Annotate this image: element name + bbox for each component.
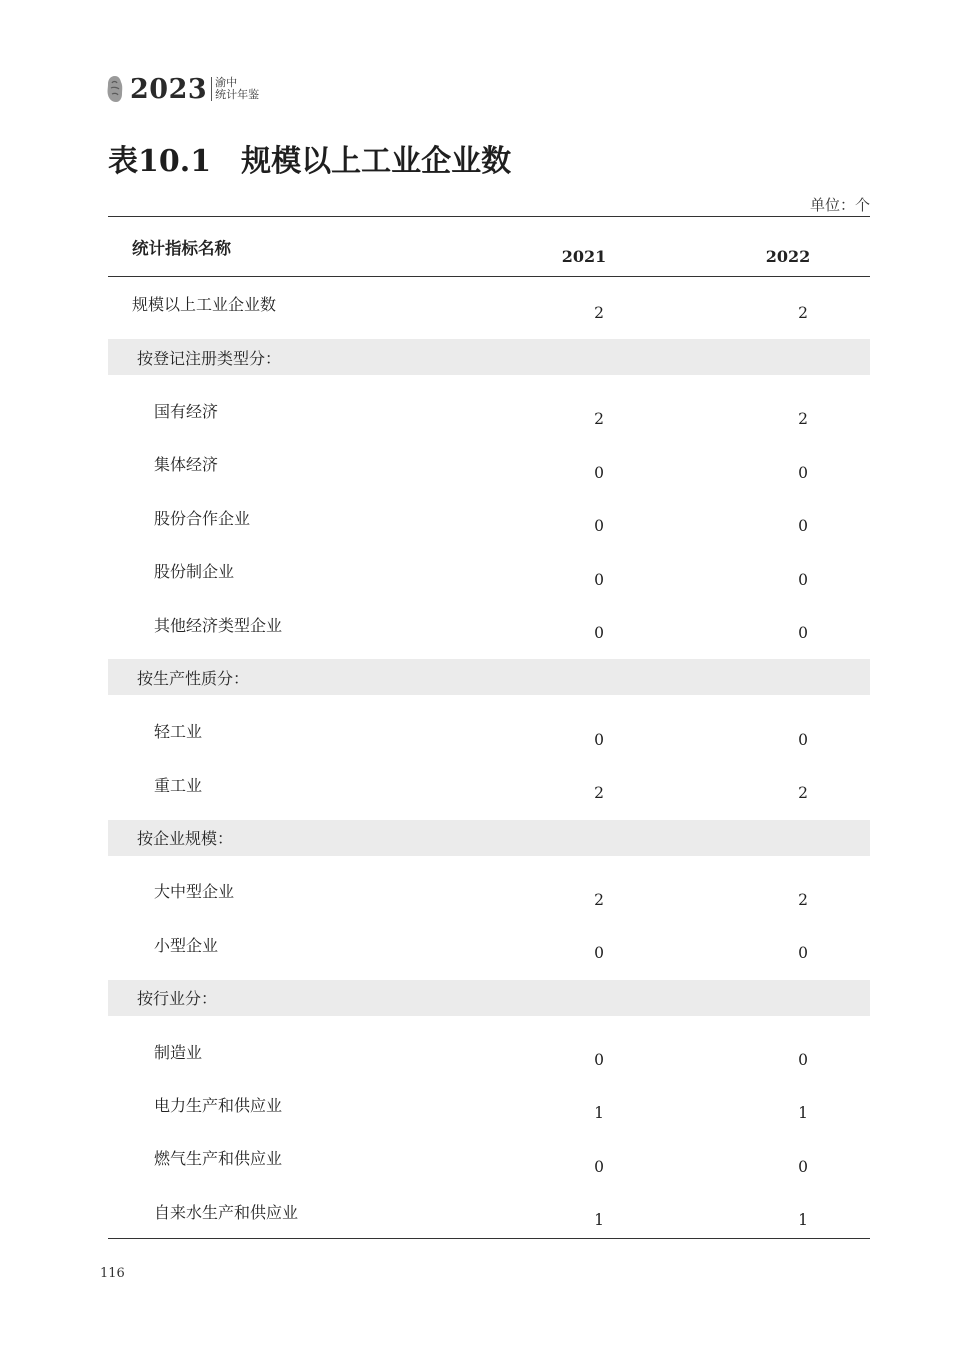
row-label: 规模以上工业企业数 [132,295,277,315]
row-label: 制造业 [154,1042,203,1062]
group-header-row [108,659,870,695]
row-label: 其他经济类型企业 [154,615,283,635]
table-row: 燃气生产和供应业 0 0 [108,1131,870,1184]
yearbook-subtitle [211,77,259,101]
page-number: 116 [100,1266,125,1281]
row-label: 重工业 [154,775,203,795]
row-label: 国有经济 [154,401,219,421]
row-label: 大中型企业 [154,882,235,902]
row-label: 按登记注册类型分： [137,348,282,368]
row-label: 股份合作企业 [154,508,251,528]
table-row: 股份制企业 0 0 [108,544,870,597]
table-row: 集体经济 0 0 [108,437,870,490]
table-title-text: 规模以上工业企业数 [241,144,512,179]
table-number: 表10.1 [108,144,212,179]
statistics-table [108,216,870,1239]
table-title [108,136,511,180]
row-label: 按行业分： [137,989,218,1009]
table-row: 规模以上工业企业数 2 2 [108,277,870,330]
table-row: 电力生产和供应业 1 1 [108,1078,870,1131]
group-header-row [108,820,870,856]
yearbook-subtitle-line2: 统计年鉴 [215,88,260,101]
row-label: 按企业规模： [137,829,234,849]
group-header-row [108,339,870,375]
row-label: 自来水生产和供应业 [154,1202,299,1222]
table-bottom-rule [108,1238,870,1239]
table-row: 自来水生产和供应业 1 1 [108,1185,870,1238]
table-row: 股份合作企业 0 0 [108,491,870,544]
row-label: 燃气生产和供应业 [154,1149,283,1169]
stone-sculpture-icon [106,75,124,103]
yearbook-year: 2023 [130,73,208,105]
row-label: 按生产性质分： [137,668,250,688]
row-label: 电力生产和供应业 [154,1095,283,1115]
yearbook-subtitle-line1: 渝中 [215,76,238,89]
unit-label: 单位：个 [809,196,870,214]
column-header-indicator: 统计指标名称 [132,238,231,258]
row-label: 小型企业 [154,935,219,955]
row-label: 轻工业 [154,722,203,742]
table-header-row: 统计指标名称 2021 2022 [108,216,870,277]
table-row: 制造业 0 0 [108,1024,870,1077]
group-header-row [108,980,870,1016]
table-row: 重工业 2 2 [108,757,870,810]
table-body [108,277,870,1238]
table-row: 其他经济类型企业 0 0 [108,597,870,650]
table-row: 大中型企业 2 2 [108,864,870,917]
row-label: 集体经济 [154,455,219,475]
table-row: 国有经济 2 2 [108,384,870,437]
table-row: 小型企业 0 0 [108,918,870,971]
yearbook-logo [106,72,259,106]
table-row: 轻工业 0 0 [108,704,870,757]
row-label: 股份制企业 [154,562,235,582]
